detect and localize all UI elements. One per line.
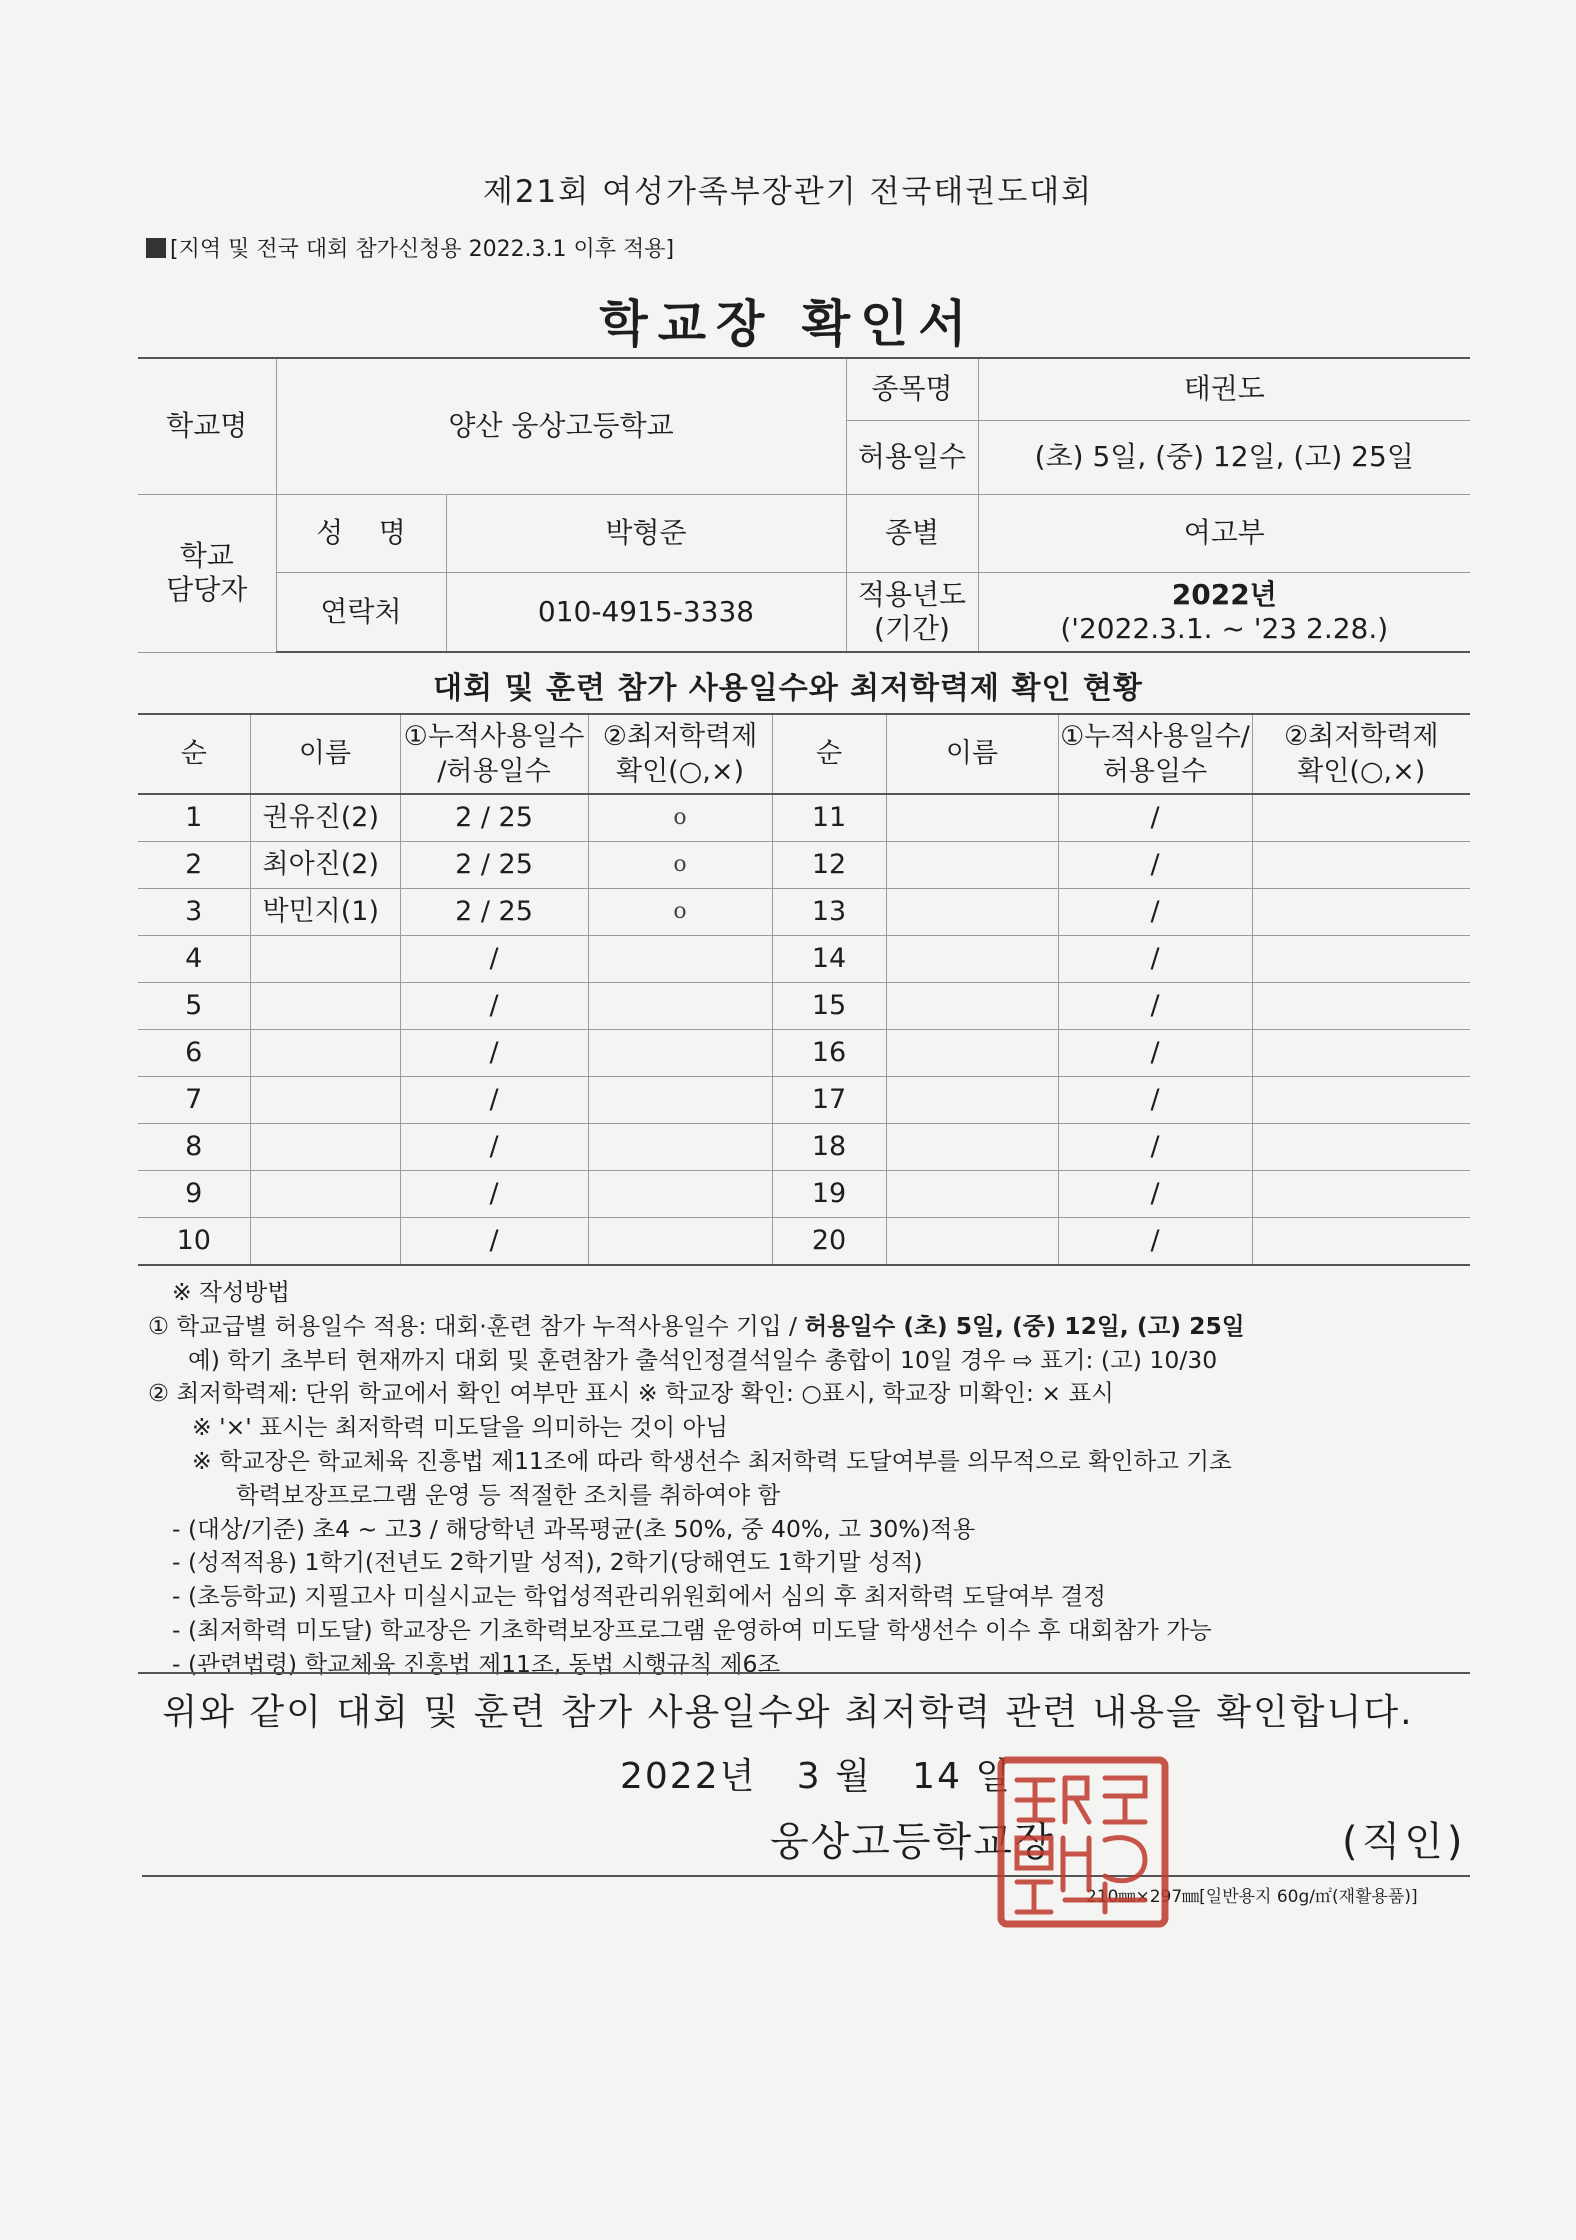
row-number-right: 14 bbox=[772, 936, 886, 983]
allowed-days-value: (초) 5일, (중) 12일, (고) 25일 bbox=[978, 420, 1470, 494]
academic-check bbox=[588, 1218, 772, 1266]
school-name-value: 양산 웅상고등학교 bbox=[276, 358, 846, 494]
row-number-right: 20 bbox=[772, 1218, 886, 1266]
detail-2: - (성적적용) 1학기(전년도 2학기말 성적), 2학기(당해연도 1학기말 성적) bbox=[172, 1548, 923, 1577]
table-row bbox=[138, 1030, 1470, 1077]
row-number: 3 bbox=[138, 889, 250, 936]
participant-name bbox=[250, 983, 400, 1030]
used-days-right: / bbox=[1058, 794, 1252, 842]
note-2-sub-2b: 학력보장프로그램 운영 등 적절한 조치를 취하여야 함 bbox=[236, 1480, 781, 1509]
header-days: ①누적사용일수 /허용일수 bbox=[400, 714, 588, 794]
academic-check bbox=[588, 1171, 772, 1218]
contact-label: 연락처 bbox=[276, 572, 446, 652]
row-number: 4 bbox=[138, 936, 250, 983]
participant-name bbox=[250, 1077, 400, 1124]
manager-label: 학교 담당자 bbox=[138, 494, 276, 652]
seal-glyphs bbox=[1001, 1760, 1165, 1924]
participant-name-right bbox=[886, 1030, 1058, 1077]
table-row bbox=[138, 1171, 1470, 1218]
manager-name-label: 성 명 bbox=[276, 494, 446, 572]
table-row bbox=[138, 1218, 1470, 1266]
table-row bbox=[138, 936, 1470, 983]
participant-name-right bbox=[886, 794, 1058, 842]
row-number: 10 bbox=[138, 1218, 250, 1266]
notes-divider bbox=[138, 1672, 1470, 1674]
table-row bbox=[138, 983, 1470, 1030]
row-number-right: 15 bbox=[772, 983, 886, 1030]
academic-check bbox=[588, 983, 772, 1030]
academic-check-right bbox=[1252, 936, 1470, 983]
used-days: / bbox=[400, 936, 588, 983]
participant-name-right bbox=[886, 936, 1058, 983]
row-number-right: 13 bbox=[772, 889, 886, 936]
confirmation-statement: 위와 같이 대회 및 훈련 참가 사용일수와 최저학력 관련 내용을 확인합니다. bbox=[162, 1692, 1414, 1733]
table-row bbox=[138, 794, 1470, 842]
note-1-text: ① 학교급별 허용일수 적용: 대회·훈련 참가 누적사용일수 기입 / bbox=[148, 1311, 805, 1340]
contact-value: 010-4915-3338 bbox=[446, 572, 846, 652]
academic-check-right bbox=[1252, 1218, 1470, 1266]
participation-table bbox=[138, 713, 1470, 1266]
event-title: 제21회 여성가족부장관기 전국태권도대회 bbox=[482, 174, 1094, 210]
participant-name bbox=[250, 936, 400, 983]
academic-check-right bbox=[1252, 1124, 1470, 1171]
academic-check: o bbox=[588, 889, 772, 936]
academic-check: o bbox=[588, 794, 772, 842]
note-1-bold: 허용일수 (초) 5일, (중) 12일, (고) 25일 bbox=[804, 1311, 1245, 1340]
table-row bbox=[138, 889, 1470, 936]
table-row bbox=[138, 1124, 1470, 1171]
academic-check bbox=[588, 1124, 772, 1171]
scope-note bbox=[146, 232, 674, 263]
used-days-right: / bbox=[1058, 1077, 1252, 1124]
instructions bbox=[148, 1276, 1478, 1682]
participant-name-right bbox=[886, 889, 1058, 936]
manager-name-value: 박형준 bbox=[446, 494, 846, 572]
table-row bbox=[138, 842, 1470, 889]
academic-check: o bbox=[588, 842, 772, 889]
paper-spec: 210㎜×297㎜[일반용지 60g/㎡(재활용품)] bbox=[1086, 1887, 1418, 1907]
header-name: 이름 bbox=[250, 714, 400, 794]
academic-check-right bbox=[1252, 842, 1470, 889]
academic-check bbox=[588, 1077, 772, 1124]
bottom-divider bbox=[142, 1875, 1470, 1877]
year-value: 2022년 bbox=[1171, 578, 1277, 612]
period-value: ('2022.3.1. ~ '23 2.28.) bbox=[1060, 611, 1389, 645]
participant-name-right bbox=[886, 1124, 1058, 1171]
row-number: 9 bbox=[138, 1171, 250, 1218]
used-days: / bbox=[400, 983, 588, 1030]
academic-check-right bbox=[1252, 1077, 1470, 1124]
table-row bbox=[138, 1077, 1470, 1124]
sport-value: 태권도 bbox=[978, 358, 1470, 420]
row-number-right: 12 bbox=[772, 842, 886, 889]
used-days-right: / bbox=[1058, 1124, 1252, 1171]
detail-5: - (관련법령) 학교체육 진흥법 제11조, 동법 시행규칙 제6조 bbox=[172, 1649, 781, 1678]
row-number: 5 bbox=[138, 983, 250, 1030]
academic-check-right bbox=[1252, 1030, 1470, 1077]
year-label: 적용년도 (기간) bbox=[846, 572, 978, 652]
academic-check-right bbox=[1252, 1171, 1470, 1218]
detail-1: - (대상/기준) 초4 ~ 고3 / 해당학년 과목평균(초 50%, 중 40%, 고 30%)적용 bbox=[172, 1514, 976, 1543]
participant-name-right bbox=[886, 842, 1058, 889]
note-2-sub-2: ※ 학교장은 학교체육 진흥법 제11조에 따라 학생선수 최저학력 도달여부를 의무적으로 확인하고 기초 bbox=[192, 1446, 1232, 1475]
used-days-right: / bbox=[1058, 1030, 1252, 1077]
used-days-right: / bbox=[1058, 1218, 1252, 1266]
note-1 bbox=[148, 1310, 1478, 1344]
row-number-right: 19 bbox=[772, 1171, 886, 1218]
participant-name-right bbox=[886, 1218, 1058, 1266]
used-days: 2 / 25 bbox=[400, 842, 588, 889]
header-days-right: ①누적사용일수/ 허용일수 bbox=[1058, 714, 1252, 794]
academic-check-right bbox=[1252, 794, 1470, 842]
academic-check bbox=[588, 936, 772, 983]
allowed-days-label: 허용일수 bbox=[846, 420, 978, 494]
detail-3: - (초등학교) 지필고사 미실시교는 학업성적관리위원회에서 심의 후 최저학력 도달여부 결정 bbox=[172, 1582, 1106, 1611]
header-name-right: 이름 bbox=[886, 714, 1058, 794]
official-seal-label: (직인) bbox=[1342, 1819, 1467, 1865]
row-number-right: 16 bbox=[772, 1030, 886, 1077]
notes-heading: ※ 작성방법 bbox=[172, 1278, 290, 1306]
division-value: 여고부 bbox=[978, 494, 1470, 572]
row-number: 2 bbox=[138, 842, 250, 889]
used-days: / bbox=[400, 1171, 588, 1218]
used-days-right: / bbox=[1058, 1171, 1252, 1218]
header-no: 순 bbox=[138, 714, 250, 794]
row-number: 1 bbox=[138, 794, 250, 842]
used-days: / bbox=[400, 1124, 588, 1171]
used-days: / bbox=[400, 1030, 588, 1077]
used-days-right: / bbox=[1058, 936, 1252, 983]
table-header-row bbox=[138, 714, 1470, 794]
used-days-right: / bbox=[1058, 889, 1252, 936]
row-number: 8 bbox=[138, 1124, 250, 1171]
school-info-table bbox=[138, 357, 1470, 653]
used-days: / bbox=[400, 1218, 588, 1266]
row-number: 6 bbox=[138, 1030, 250, 1077]
section-title: 대회 및 훈련 참가 사용일수와 최저학력제 확인 현황 bbox=[433, 671, 1143, 706]
header-no-right: 순 bbox=[772, 714, 886, 794]
academic-check-right bbox=[1252, 983, 1470, 1030]
participant-name-right bbox=[886, 1171, 1058, 1218]
participant-name: 최아진(2) bbox=[250, 842, 400, 889]
sport-label: 종목명 bbox=[846, 358, 978, 420]
used-days: 2 / 25 bbox=[400, 889, 588, 936]
division-label: 종별 bbox=[846, 494, 978, 572]
academic-check bbox=[588, 1030, 772, 1077]
detail-4: - (최저학력 미도달) 학교장은 기초학력보장프로그램 운영하여 미도달 학생선수 이수 후 대회참가 가능 bbox=[172, 1615, 1212, 1644]
participant-name-right bbox=[886, 1077, 1058, 1124]
participant-name: 권유진(2) bbox=[250, 794, 400, 842]
participant-name bbox=[250, 1124, 400, 1171]
participant-name bbox=[250, 1218, 400, 1266]
row-number: 7 bbox=[138, 1077, 250, 1124]
header-academic: ②최저학력제 확인(○,×) bbox=[588, 714, 772, 794]
row-number-right: 18 bbox=[772, 1124, 886, 1171]
document-title: 학교장 확인서 bbox=[599, 295, 977, 353]
note-2-sub-1: ※ '×' 표시는 최저학력 미도달을 의미하는 것이 아님 bbox=[192, 1413, 728, 1442]
participant-name bbox=[250, 1030, 400, 1077]
scope-text: [지역 및 전국 대회 참가신청용 2022.3.1 이후 적용] bbox=[170, 237, 675, 262]
row-number-right: 17 bbox=[772, 1077, 886, 1124]
year-cell bbox=[978, 572, 1470, 652]
participant-name bbox=[250, 1171, 400, 1218]
participant-name: 박민지(1) bbox=[250, 889, 400, 936]
school-name-label: 학교명 bbox=[138, 358, 276, 494]
row-number-right: 11 bbox=[772, 794, 886, 842]
used-days-right: / bbox=[1058, 842, 1252, 889]
principal-title: 웅상고등학교장 bbox=[770, 1819, 1055, 1865]
header-academic-right: ②최저학력제 확인(○,×) bbox=[1252, 714, 1470, 794]
used-days: 2 / 25 bbox=[400, 794, 588, 842]
official-seal-stamp bbox=[995, 1754, 1171, 1930]
note-1-example: 예) 학기 초부터 현재까지 대회 및 훈련참가 출석인정결석일수 총합이 10일 경우 ⇨ 표기: (고) 10/30 bbox=[188, 1345, 1218, 1374]
square-bullet-icon bbox=[146, 238, 166, 258]
used-days-right: / bbox=[1058, 983, 1252, 1030]
issue-date: 2022년 3 월 14 일 bbox=[620, 1756, 1013, 1797]
academic-check-right bbox=[1252, 889, 1470, 936]
used-days: / bbox=[400, 1077, 588, 1124]
note-2: ② 최저학력제: 단위 학교에서 확인 여부만 표시 ※ 학교장 확인: ○표시, 학교장 미확인: × 표시 bbox=[148, 1379, 1114, 1408]
participant-name-right bbox=[886, 983, 1058, 1030]
